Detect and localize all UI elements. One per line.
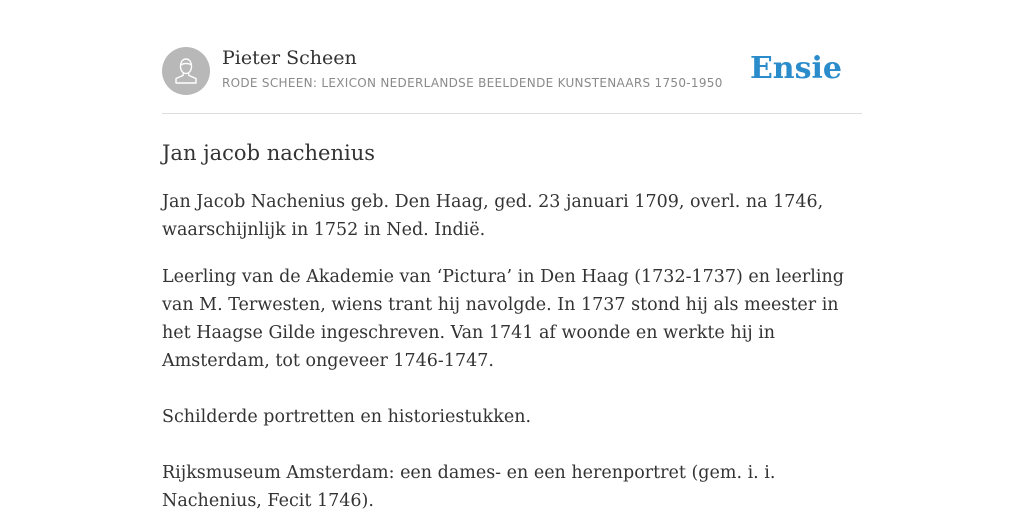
- brand-logo[interactable]: Ensie: [749, 51, 842, 86]
- paragraph: Schilderde portretten en historiestukken.: [162, 407, 532, 427]
- paragraph: Jan Jacob Nachenius geb. Den Haag, ged. 23 januari 1709, overl. na 1746, waarschijnlijk in 1752 in Ned. Indië.: [162, 192, 824, 240]
- paragraph: Rijksmuseum Amsterdam: een dames- en een herenportret (gem. i. i. Nachenius, Fecit 1746).: [162, 463, 776, 511]
- author-avatar[interactable]: [162, 47, 210, 95]
- source-label[interactable]: RODE SCHEEN: LEXICON NEDERLANDSE BEELDENDE KUNSTENAARS 1750-1950: [222, 76, 723, 90]
- person-outline-icon: [162, 47, 210, 95]
- header-divider: [162, 113, 862, 114]
- author-name[interactable]: Pieter Scheen: [222, 47, 357, 69]
- page-title: Jan jacob nachenius: [162, 141, 375, 165]
- article-body: [162, 138, 862, 512]
- article-header: [162, 47, 862, 113]
- paragraph: Leerling van de Akademie van ‘Pictura’ in Den Haag (1732-1737) en leerling van M. Terwesten, wiens trant hij navolgde. In 1737 stond hij als meester in het Haagse Gilde ingeschreven. Van 1741 af woonde en werkte hij in Amsterdam, tot ongeveer 1746-1747.: [162, 267, 844, 371]
